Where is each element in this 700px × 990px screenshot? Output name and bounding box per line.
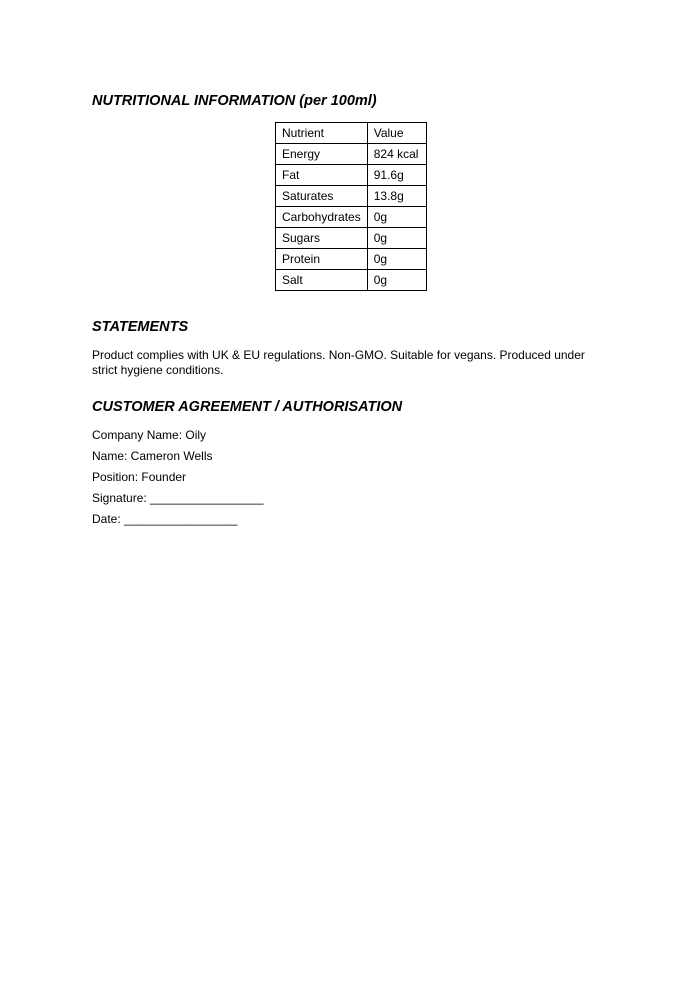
- nutrient-cell: Energy: [276, 144, 368, 165]
- position-line: Position: Founder: [92, 470, 187, 484]
- statements-text: Product complies with UK & EU regulations. Non-GMO. Suitable for vegans. Produced under strict hygiene conditions.: [92, 348, 585, 377]
- nutrient-cell: Carbohydrates: [276, 207, 368, 228]
- value-cell: 13.8g: [367, 186, 426, 207]
- nutrition-table: [275, 122, 427, 291]
- value-cell: Value: [367, 123, 426, 144]
- value-cell: 0g: [367, 228, 426, 249]
- nutrient-cell: Protein: [276, 249, 368, 270]
- nutrient-cell: Sugars: [276, 228, 368, 249]
- contact-name-line: Name: Cameron Wells: [92, 449, 213, 463]
- value-cell: 0g: [367, 270, 426, 291]
- nutrient-cell: Saturates: [276, 186, 368, 207]
- value-cell: 824 kcal: [367, 144, 426, 165]
- table-row: [276, 144, 427, 165]
- date-line: Date: _________________: [92, 512, 238, 526]
- signature-line: Signature: _________________: [92, 491, 264, 505]
- nutrient-cell: Nutrient: [276, 123, 368, 144]
- table-row: [276, 207, 427, 228]
- table-row: [276, 228, 427, 249]
- company-name-line: Company Name: Oily: [92, 428, 207, 442]
- table-row: [276, 270, 427, 291]
- value-cell: 0g: [367, 207, 426, 228]
- value-cell: 91.6g: [367, 165, 426, 186]
- table-row: [276, 186, 427, 207]
- nutrient-cell: Fat: [276, 165, 368, 186]
- nutrient-cell: Salt: [276, 270, 368, 291]
- agreement-heading: CUSTOMER AGREEMENT / AUTHORISATION: [92, 399, 403, 415]
- table-row: [276, 123, 427, 144]
- nutrition-heading: NUTRITIONAL INFORMATION (per 100ml): [92, 93, 377, 109]
- value-cell: 0g: [367, 249, 426, 270]
- statements-heading: STATEMENTS: [92, 319, 189, 335]
- table-row: [276, 249, 427, 270]
- table-row: [276, 165, 427, 186]
